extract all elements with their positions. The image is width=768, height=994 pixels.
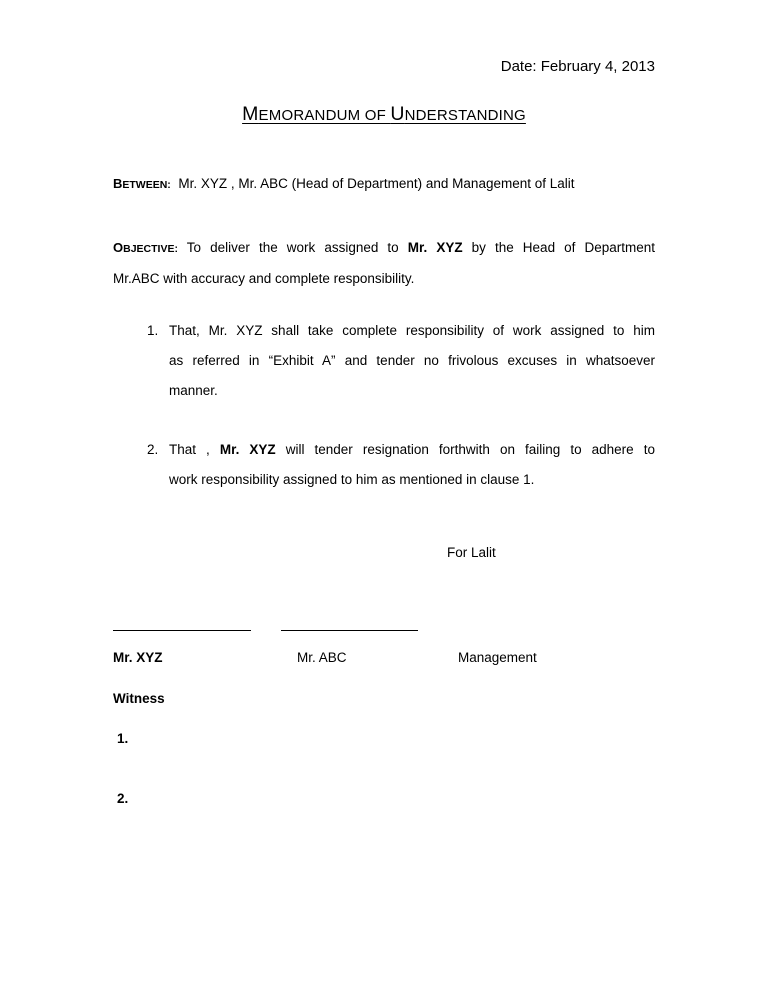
witness-item-1: 1.: [117, 731, 129, 746]
clause-1-line-1: That, Mr. XYZ shall take complete responsibility of work assigned to him: [169, 323, 655, 338]
signatory-management: Management: [458, 650, 537, 665]
signature-line-abc: [281, 630, 418, 631]
witness-item-2: 2.: [117, 791, 129, 806]
objective-label: OBJECTIVE:: [113, 240, 178, 255]
document-title: [0, 103, 768, 126]
signatory-xyz: Mr. XYZ: [113, 650, 163, 665]
clause-2-line-1: That , Mr. XYZ will tender resignation forthwith on failing to adhere to: [169, 442, 655, 457]
objective-line-2: Mr.ABC with accuracy and complete responsibility.: [113, 271, 415, 286]
document-date: Date: February 4, 2013: [500, 58, 655, 75]
clause-1-number: 1.: [147, 323, 159, 338]
between-text: Mr. XYZ , Mr. ABC (Head of Department) and Management of Lalit: [178, 176, 575, 191]
clause-2-line-2: work responsibility assigned to him as mentioned in clause 1.: [169, 472, 535, 487]
signatory-abc: Mr. ABC: [297, 650, 347, 665]
between-label: BETWEEN:: [113, 176, 171, 191]
title-initial-m: M: [242, 103, 259, 125]
for-lalit: For Lalit: [447, 545, 496, 560]
signature-line-xyz: [113, 630, 251, 631]
clause-2-number: 2.: [147, 442, 159, 457]
objective-bold-name: Mr. XYZ: [407, 240, 463, 255]
witness-label: Witness: [113, 691, 165, 706]
title-initial-u: U: [390, 103, 405, 125]
title-rest-memorandum: EMORANDUM OF: [258, 107, 391, 124]
clause-1-line-3: manner.: [169, 383, 218, 398]
clause-2-bold-name: Mr. XYZ: [219, 442, 276, 457]
between-line: [113, 176, 575, 191]
objective-line-1: OBJECTIVE: To deliver the work assigned to Mr. XYZ by the Head of Department: [113, 240, 655, 255]
title-rest-understanding: NDERSTANDING: [404, 107, 526, 124]
clause-1-line-2: as referred in “Exhibit A” and tender no frivolous excuses in whatsoever: [169, 353, 655, 368]
